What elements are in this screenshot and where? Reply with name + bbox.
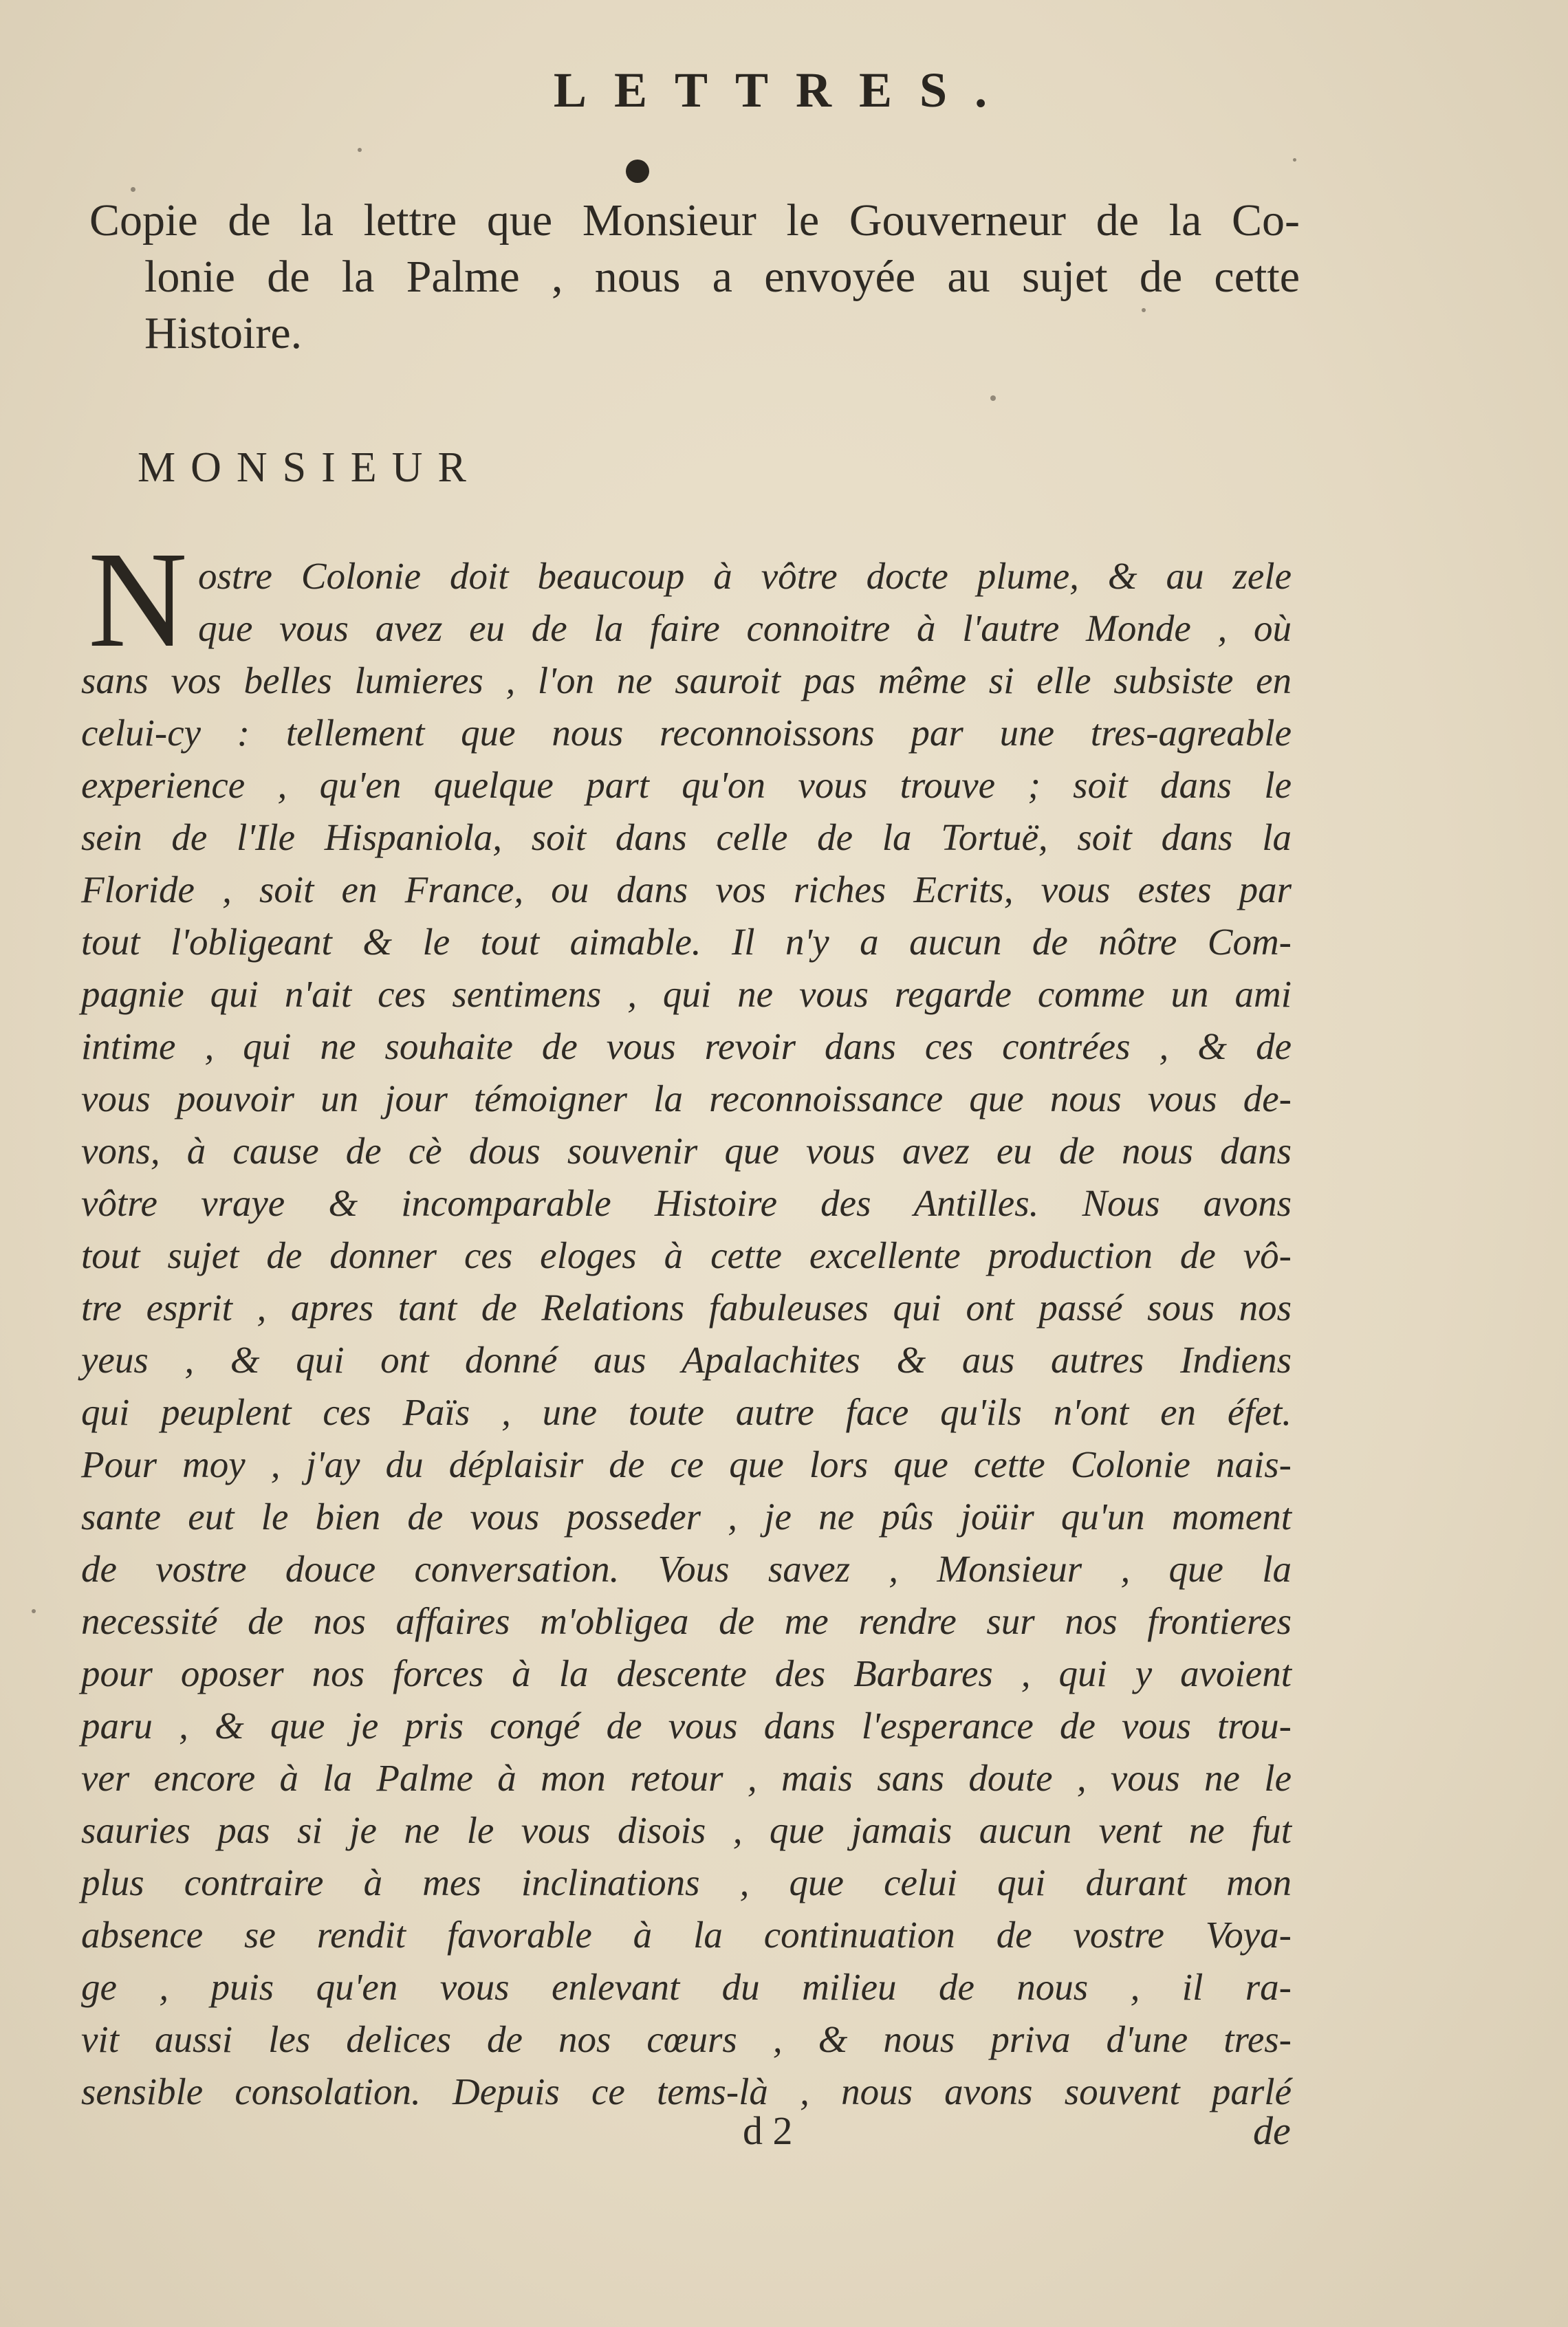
paper-speck <box>1293 158 1296 162</box>
ornament-dot <box>626 160 649 183</box>
body-line: pagnie qui n'ait ces sentimens , qui ne vous regarde comme un ami <box>81 973 1292 1015</box>
heading-line-3: Histoire. <box>144 308 303 358</box>
body-line: que vous avez eu de la faire connoitre à l'autre Monde , où <box>198 607 1292 649</box>
paper-speck <box>131 187 135 192</box>
body-line: tout sujet de donner ces eloges à cette excellente production de vô- <box>81 1234 1292 1276</box>
body-line: Floride , soit en France, ou dans vos riches Ecrits, vous estes par <box>81 868 1292 910</box>
paper-speck <box>32 1609 36 1613</box>
body-line: experience , qu'en quelque part qu'on vous trouve ; soit dans le <box>81 764 1292 806</box>
body-line: sante eut le bien de vous posseder , je ne pûs joüir qu'un moment <box>81 1496 1292 1538</box>
signature-mark: d 2 <box>743 2108 793 2153</box>
body-line: absence se rendit favorable à la continuation de vostre Voya- <box>81 1914 1292 1956</box>
salutation: MONSIEUR <box>138 444 481 491</box>
paper-speck <box>358 148 362 152</box>
letter-body <box>81 550 1292 2118</box>
body-line: de vostre douce conversation. Vous savez , Monsieur , que la <box>81 1548 1292 1590</box>
heading-line-1: Copie de la lettre que Monsieur le Gouverneur de la Co- <box>89 195 1300 245</box>
body-line: vit aussi les delices de nos cœurs , & nous priva d'une tres- <box>81 2018 1292 2060</box>
body-line: tre esprit , apres tant de Relations fabuleuses qui ont passé sous nos <box>81 1287 1292 1329</box>
body-line: sans vos belles lumieres , l'on ne sauroit pas même si elle subsiste en <box>81 659 1292 701</box>
page-footer <box>0 2108 1568 2163</box>
body-line: vôtre vraye & incomparable Histoire des Antilles. Nous avons <box>81 1182 1292 1224</box>
body-line: intime , qui ne souhaite de vous revoir dans ces contrées , & de <box>81 1025 1292 1067</box>
body-line: necessité de nos affaires m'obligea de me rendre sur nos frontieres <box>81 1600 1292 1642</box>
body-line: sensible consolation. Depuis ce tems-là , nous avons souvent parlé <box>81 2071 1292 2112</box>
body-line: plus contraire à mes inclinations , que celui qui durant mon <box>81 1861 1292 1903</box>
paper-speck <box>1142 308 1146 312</box>
heading-line-2: lonie de la Palme , nous a envoyée au sujet de cette <box>144 252 1300 302</box>
body-line: ver encore à la Palme à mon retour , mais sans doute , vous ne le <box>81 1757 1292 1799</box>
body-line: celui-cy : tellement que nous reconnoissons par une tres-agreable <box>81 712 1292 754</box>
body-line: vons, à cause de cè dous souvenir que vous avez eu de nous dans <box>81 1130 1292 1172</box>
body-line: vous pouvoir un jour témoigner la reconnoissance que nous vous de- <box>81 1078 1292 1119</box>
body-line: qui peuplent ces Païs , une toute autre face qu'ils n'ont en éfet. <box>81 1391 1292 1433</box>
body-line: ostre Colonie doit beaucoup à vôtre docte plume, & au zele <box>198 555 1292 597</box>
body-line: Pour moy , j'ay du déplaisir de ce que lors que cette Colonie nais- <box>81 1443 1292 1485</box>
body-line: sein de l'Ile Hispaniola, soit dans celle de la Tortuë, soit dans la <box>81 816 1292 858</box>
body-line: ge , puis qu'en vous enlevant du milieu de nous , il ra- <box>81 1966 1292 2008</box>
body-line: paru , & que je pris congé de vous dans l'esperance de vous trou- <box>81 1705 1292 1747</box>
body-line: sauries pas si je ne le vous disois , que jamais aucun vent ne fut <box>81 1809 1292 1851</box>
drop-cap: N <box>88 524 188 676</box>
paper-speck <box>990 395 996 401</box>
running-head: LETTRES. <box>553 63 1015 118</box>
body-line: tout l'obligeant & le tout aimable. Il n'y a aucun de nôtre Com- <box>81 921 1292 963</box>
body-line: pour oposer nos forces à la descente des Barbares , qui y avoient <box>81 1652 1292 1694</box>
letter-heading <box>89 193 1307 362</box>
catchword: de <box>1253 2108 1291 2153</box>
body-line: yeus , & qui ont donné aus Apalachites & aus autres Indiens <box>81 1339 1292 1381</box>
